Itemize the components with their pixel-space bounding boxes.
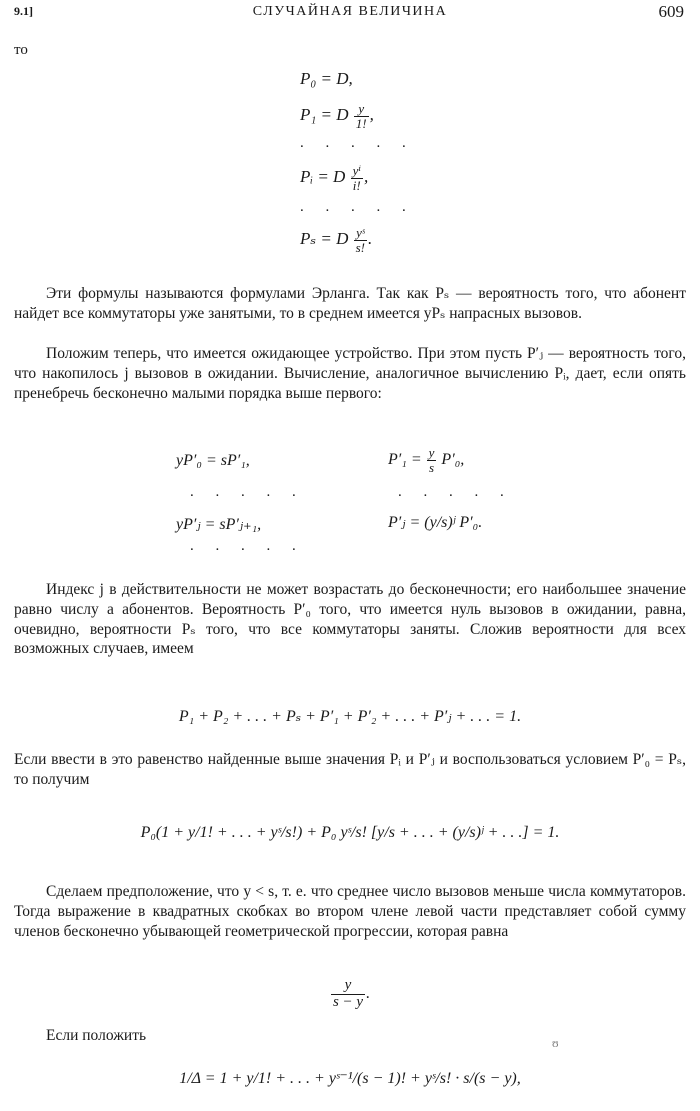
equation-left-2: yP′ⱼ = sP′ⱼ₊₁, <box>176 516 262 533</box>
numerator: y <box>354 102 369 117</box>
formula-p0: P₀ = D, <box>300 69 353 88</box>
formula-pi <box>300 164 368 192</box>
equation-sum: P₁ + P₂ + . . . + Pₛ + P′₁ + P′₂ + . . . + P′ⱼ + . . . = 1. <box>178 708 522 725</box>
fraction <box>354 226 367 254</box>
page-number: 609 <box>658 2 684 21</box>
punctuation: . <box>366 984 371 1002</box>
denominator: s <box>429 459 435 475</box>
running-title: СЛУЧАЙНАЯ ВЕЛИЧИНА <box>252 4 448 19</box>
fraction <box>331 978 365 1011</box>
ellipsis-row: . . . . . <box>398 484 513 500</box>
formula-p1-left: P₁ = D <box>300 105 349 125</box>
denominator: s! <box>355 239 366 255</box>
equation-ratio <box>0 978 700 1011</box>
fraction <box>351 164 363 192</box>
ellipsis-row: . . . . . <box>190 538 305 554</box>
numerator: yˢ <box>354 226 367 241</box>
punctuation: , <box>363 167 369 187</box>
numerator: y <box>428 445 435 460</box>
margin-mark-icon: ʊ <box>552 1036 559 1050</box>
equation-right-1 <box>388 446 464 474</box>
fraction <box>354 102 369 130</box>
equation-right-1-end: P′₀, <box>441 450 465 468</box>
paragraph-erlang: Эти формулы называются формулами Эрланга. Так как Pₛ — вероятность того, что абонент найдет все коммутаторы уже занятыми, то в среднем имеется yPₛ напрасных вызовов. <box>14 285 686 322</box>
intro-word: то <box>14 42 28 58</box>
formula-p1 <box>300 102 374 130</box>
denominator: 1! <box>355 115 367 131</box>
formula-ps-left: Pₛ = D <box>300 229 349 249</box>
ellipsis-row: . . . . . <box>190 484 305 500</box>
punctuation: , <box>369 105 374 125</box>
paragraph-assumption: Сделаем предположение, что y < s, т. е. что среднее число вызовов меньше числа коммутаторов. Тогда выражение в квадратных скобках во втором члене левой части представляет собой сумму членов бесконечно убывающей геометрической прогрессии, которая равна <box>14 883 686 940</box>
denominator: i! <box>352 177 361 193</box>
punctuation: . <box>368 229 373 249</box>
equation-big: P₀(1 + y/1! + . . . + yˢ/s!) + P₀ yˢ/s! [y/s + . . . + (y/s)ʲ + . . .] = 1. <box>140 824 560 841</box>
equation-left-1: yP′₀ = sP′₁, <box>176 452 250 469</box>
ellipsis-row: . . . . . <box>300 135 415 151</box>
equation-delta: 1/Δ = 1 + y/1! + . . . + yˢ⁻¹/(s − 1)! + yˢ/s! · s/(s − y), <box>179 1070 521 1087</box>
paragraph-substitute: Если ввести в это равенство найденные выше значения Pᵢ и P′ⱼ и воспользоваться условием P′₀ = Pₛ, то получим <box>14 751 686 788</box>
equation-right-1-left: P′₁ = <box>388 450 422 468</box>
equation-right-2: P′ⱼ = (y/s)ʲ P′₀. <box>388 514 483 531</box>
ellipsis-row: . . . . . <box>300 199 415 215</box>
paragraph-index: Индекс j в действительности не может возрастать до бесконечности; его наибольшее значение равно числу a абонентов. Вероятность P′₀ того, что имеется нуль вызовов в ожидании, равна, очевидно, вероятности Pₛ того, что все коммутаторы заняты. Сложив вероятности для всех возможных случаев, имеем <box>14 581 686 658</box>
paragraph-waiting: Положим теперь, что имеется ожидающее устройство. При этом пусть P′ⱼ — вероятность того, что накопилось j вызовов в ожидании. Вычисление, аналогичное вычислению Pᵢ, дает, если опять пренебречь бесконечно малыми порядка выше первого: <box>14 345 686 402</box>
fraction <box>427 446 437 474</box>
numerator: y <box>331 978 365 995</box>
numerator: yⁱ <box>352 163 361 178</box>
formula-pi-left: Pᵢ = D <box>300 167 346 187</box>
paragraph-let: Если положить <box>46 1027 147 1044</box>
denominator: s − y <box>332 993 364 1010</box>
section-number: 9.1] <box>14 4 33 18</box>
formula-ps <box>300 226 372 254</box>
